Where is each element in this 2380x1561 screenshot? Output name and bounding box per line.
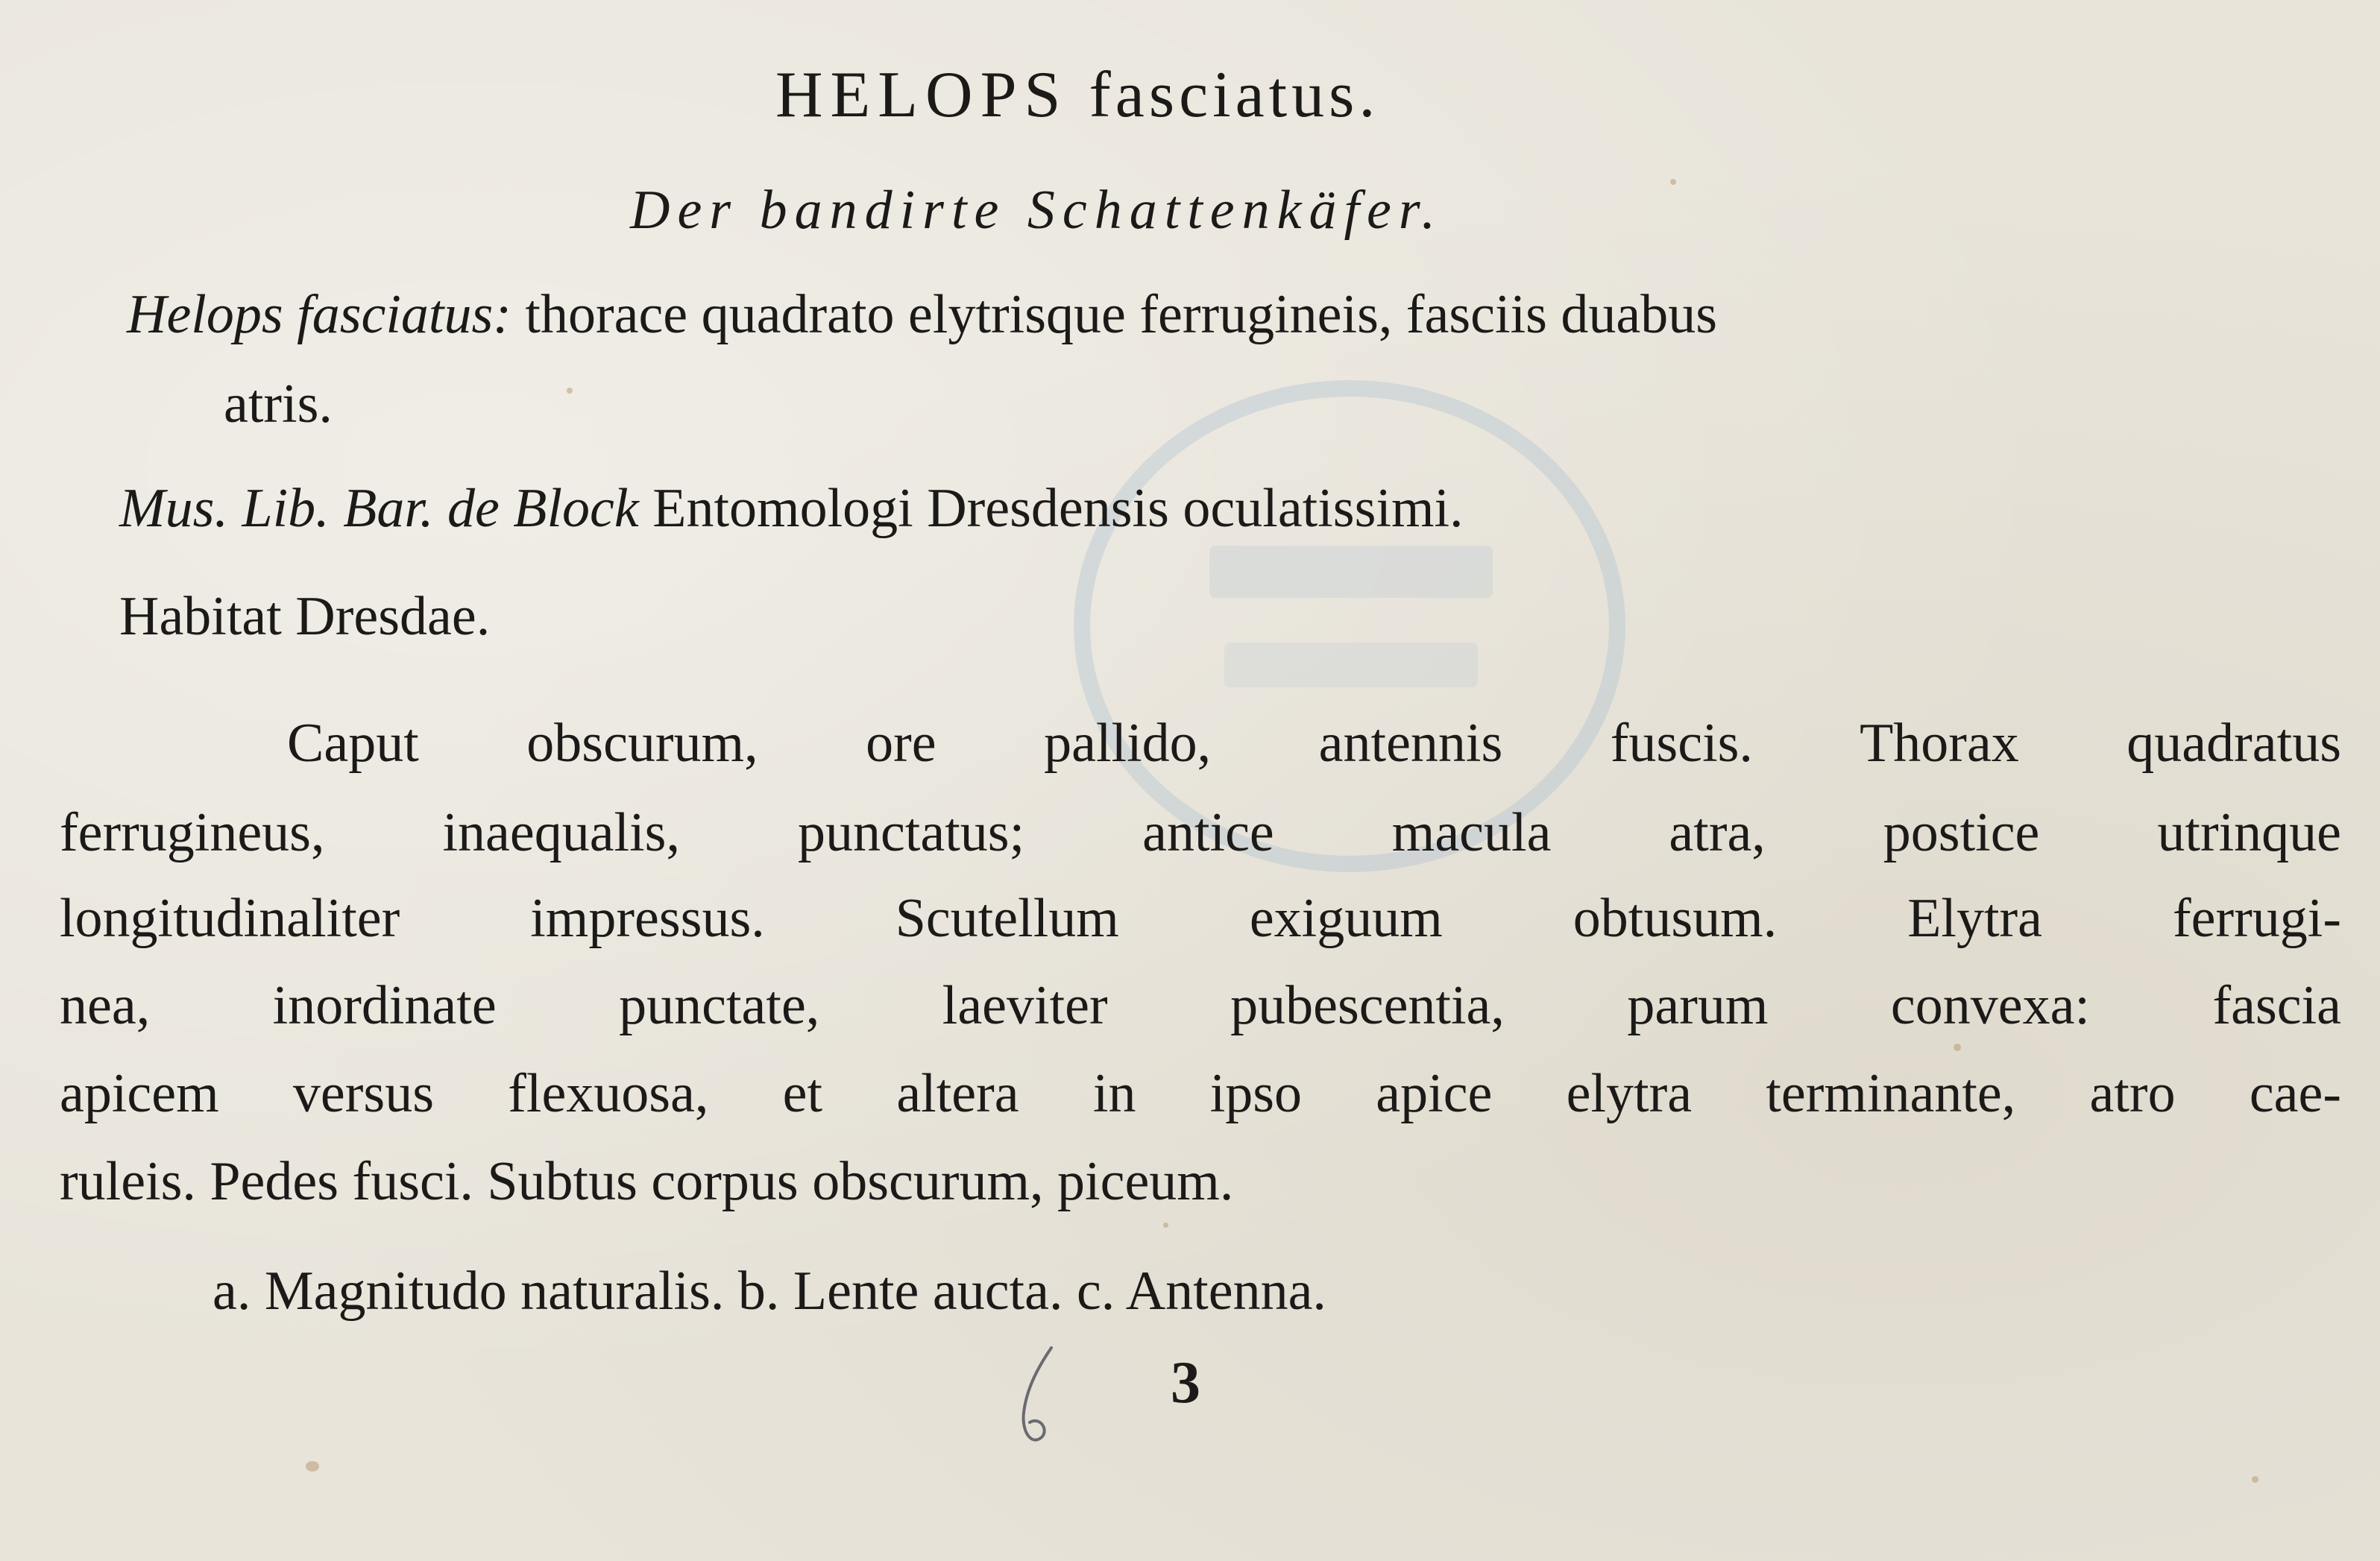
description-line-4: nea, inordinate punctate, laeviter pubescentia, parum convexa: fascia: [60, 975, 2341, 1036]
title-species: fasciatus.: [1089, 59, 1380, 131]
description-line-6: ruleis. Pedes fusci. Subtus corpus obscurum, piceum.: [60, 1151, 1234, 1212]
museum-label: Mus. Lib. Bar. de Block: [119, 478, 639, 539]
description-line-1: Caput obscurum, ore pallido, antennis fuscis. Thorax quadratus: [287, 713, 2341, 774]
habitat-line: Habitat Dresdae.: [119, 586, 491, 647]
paper-speck: [1670, 179, 1676, 185]
description-line-2: ferrugineus, inaequalis, punctatus; antice macula atra, postice utrinque: [60, 802, 2341, 863]
paper-speck: [1954, 1044, 1961, 1051]
page-title: [775, 59, 1380, 131]
library-stamp: [1074, 380, 1625, 872]
diagnosis-label: Helops fasciatus:: [127, 284, 511, 345]
diagnosis-text-1: thorace quadrato elytrisque ferrugineis, fasciis duabus: [525, 284, 1718, 345]
figure-legend: a. Magnitudo naturalis. b. Lente aucta. c. Antenna.: [212, 1261, 1326, 1322]
paper-speck: [2252, 1476, 2258, 1483]
page-number: 3: [1171, 1350, 1200, 1416]
paper-speck: [306, 1461, 319, 1472]
museum-line: [119, 478, 1464, 539]
pencil-annotation: [1010, 1342, 1062, 1454]
description-line-3: longitudinaliter impressus. Scutellum exiguum obtusum. Elytra ferrugi-: [60, 888, 2341, 949]
diagnosis-line-2: atris.: [224, 373, 333, 435]
page-subtitle: Der bandirte Schattenkäfer.: [630, 180, 1443, 241]
paper-speck: [567, 388, 573, 394]
title-genus: HELOPS: [775, 59, 1068, 131]
diagnosis-line-1: [127, 284, 1718, 345]
museum-text: Entomologi Dresdensis oculatissimi.: [652, 478, 1464, 539]
paper-speck: [1163, 1223, 1168, 1228]
description-line-5: apicem versus flexuosa, et altera in ipso apice elytra terminante, atro cae-: [60, 1063, 2341, 1124]
